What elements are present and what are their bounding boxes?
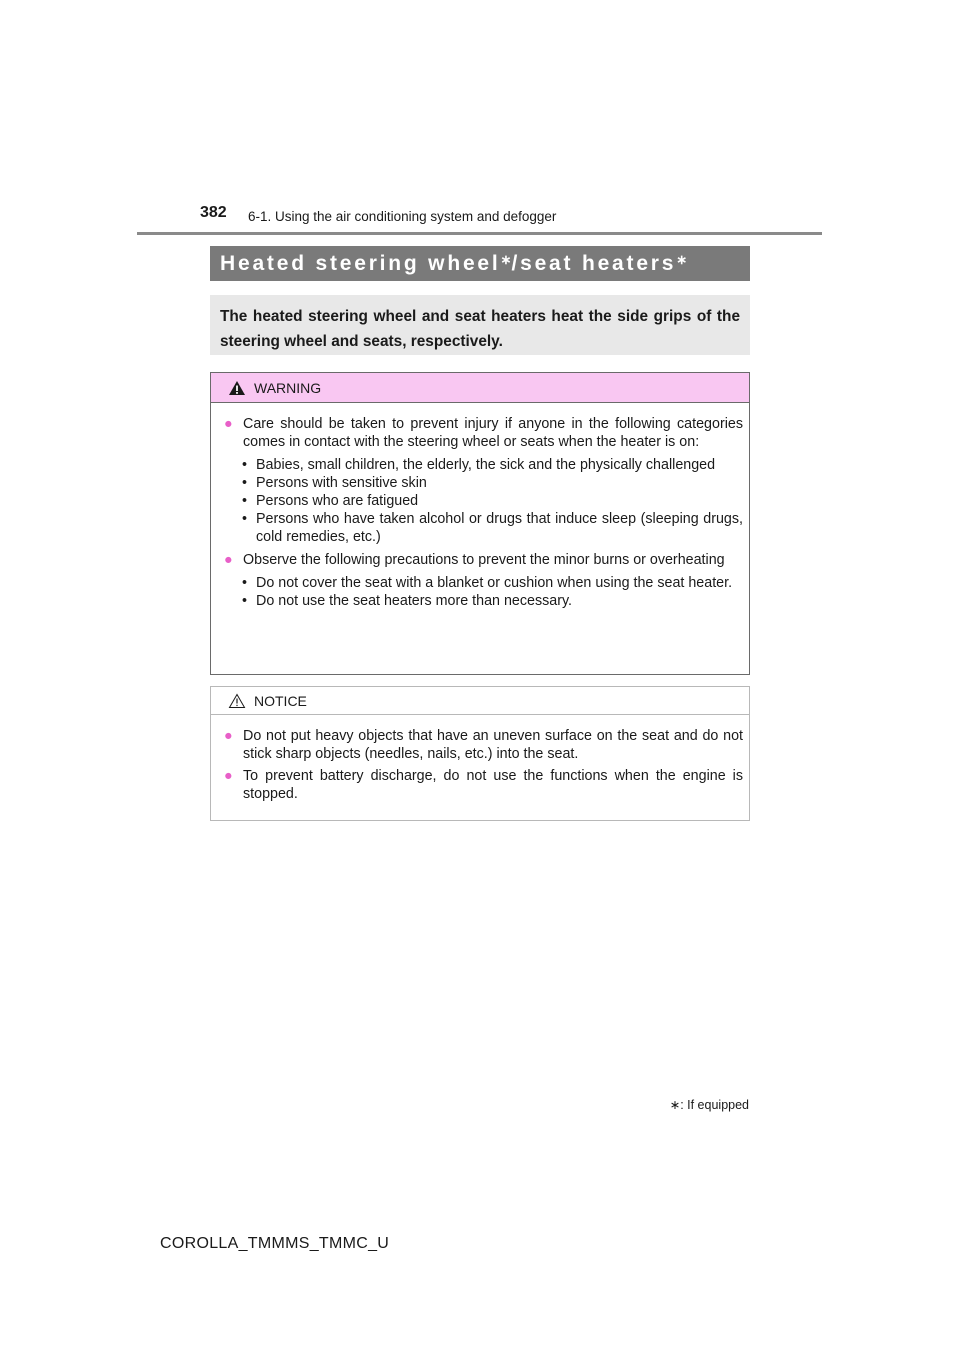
warning-sublist	[224, 456, 743, 546]
title-part-1: Heated steering wheel	[220, 251, 501, 275]
notice-item	[224, 727, 743, 763]
equipped-mark: ∗	[500, 251, 512, 267]
notice-box	[210, 686, 750, 821]
warning-sublist	[224, 574, 743, 610]
warning-item	[224, 415, 743, 451]
warning-subitem: • Do not cover the seat with a blanket or cushion when using the seat heater.	[242, 575, 733, 591]
warning-item	[224, 551, 743, 569]
warning-label: WARNING	[254, 379, 322, 396]
warning-subitem: • Persons with sensitive skin	[242, 475, 427, 491]
warning-subitem: • Do not use the seat heaters more than necessary.	[242, 593, 573, 609]
page-title	[210, 246, 750, 281]
equipped-mark: ∗	[676, 251, 688, 267]
header-divider	[137, 232, 822, 235]
warning-subitem: • Persons who are fatigued	[242, 493, 419, 509]
notice-item-text: To prevent battery discharge, do not use the functions when the engine is stopped.	[243, 768, 743, 802]
notice-body	[211, 715, 749, 803]
notice-header	[211, 687, 749, 715]
warning-header	[211, 373, 749, 403]
warning-subitem: • Persons who have taken alcohol or drugs that induce sleep (sleeping drugs, cold remedies, etc.)	[242, 511, 743, 545]
bullet-dot-icon: ●	[224, 552, 233, 568]
page-number: 382	[200, 204, 227, 221]
footnote: ∗: If equipped	[669, 1098, 749, 1112]
warning-item-text: Observe the following precautions to prevent the minor burns or overheating	[243, 552, 725, 568]
warning-triangle-icon	[228, 380, 246, 396]
bullet-dot-icon: ●	[224, 768, 233, 784]
notice-label: NOTICE	[254, 692, 307, 709]
footer-code: COROLLA_TMMMS_TMMC_U	[160, 1235, 390, 1252]
bullet-dot-icon: ●	[224, 728, 233, 744]
notice-item-text: Do not put heavy objects that have an uneven surface on the seat and do not stick sharp objects (needles, nails, etc.) into the seat.	[243, 728, 743, 762]
intro-text: The heated steering wheel and seat heaters heat the side grips of the steering wheel and seats, respectively.	[220, 308, 740, 350]
bullet-dot-icon: ●	[224, 416, 233, 432]
warning-body	[211, 403, 749, 610]
intro-box	[210, 295, 750, 355]
caution-triangle-icon	[228, 693, 246, 709]
warning-item-text: Care should be taken to prevent injury if anyone in the following categories comes in contact with the steering wheel or seats when the heater is on:	[243, 416, 743, 450]
title-part-2: /seat heaters	[511, 251, 677, 275]
notice-item	[224, 767, 743, 803]
warning-box	[210, 372, 750, 675]
warning-subitem: • Babies, small children, the elderly, the sick and the physically challenged	[242, 457, 716, 473]
section-header: 6-1. Using the air conditioning system and defogger	[248, 209, 557, 224]
